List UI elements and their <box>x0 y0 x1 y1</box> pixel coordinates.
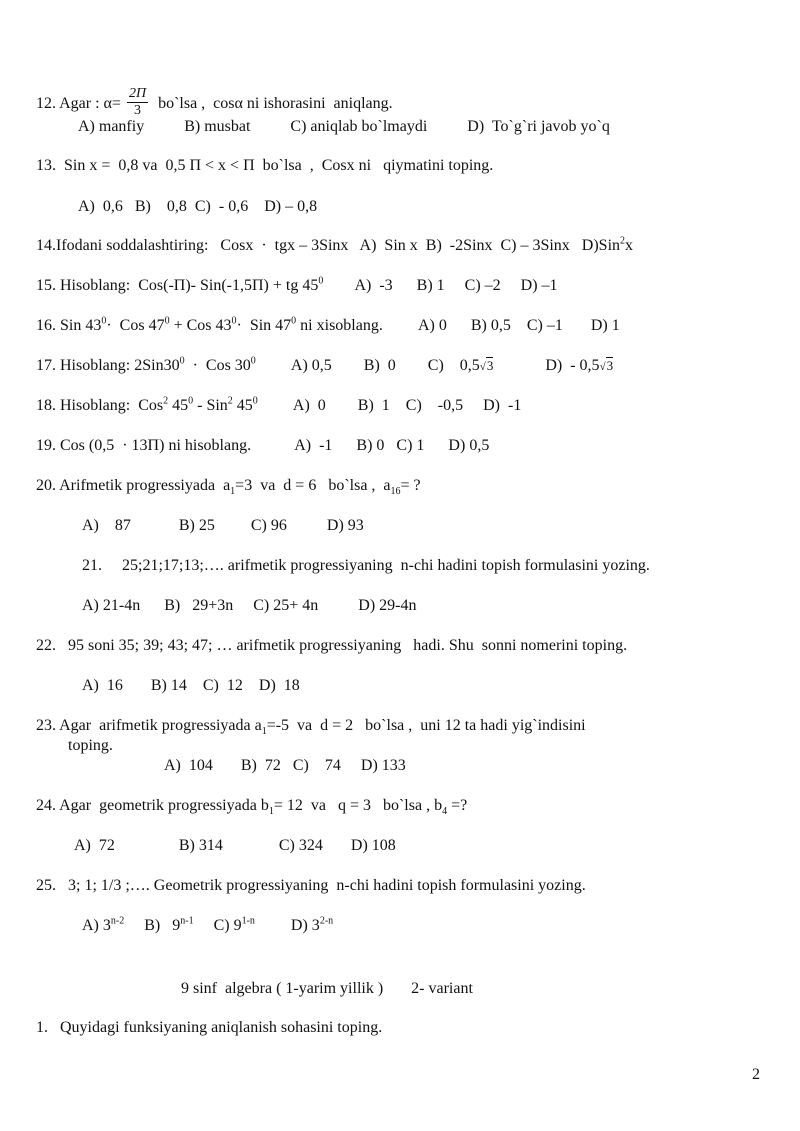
superscript: n-1 <box>180 915 194 927</box>
question-12 <box>36 88 393 121</box>
superscript: 0 <box>179 355 185 367</box>
question-13: 13. Sin x = 0,8 va 0,5 Π < x < Π bo`lsa , Cosx ni qiymatini toping. <box>36 157 494 174</box>
q25-option-c: C) 9 <box>193 917 242 934</box>
radicand: 3 <box>606 358 614 373</box>
superscript: 0 <box>250 355 256 367</box>
q20-part-b: =3 va d = 6 bo`lsa , a <box>235 477 391 494</box>
q16-part-a: 16. Sin 43 <box>36 317 102 334</box>
superscript: 0 <box>101 315 107 327</box>
question-21: 21. 25;21;17;13;…. arifmetik progressiyaning n-chi hadini topish formulasini yozing. <box>82 557 650 574</box>
radicand: 3 <box>486 358 494 373</box>
fraction-denominator: 3 <box>134 103 142 118</box>
question-20 <box>36 477 421 498</box>
q23-part-b: =-5 va d = 2 bo`lsa , uni 12 ta hadi yig`indisini <box>266 717 586 734</box>
q18-part-d: 45 <box>232 397 253 414</box>
q15-text: 15. Hisoblang: Cos(-Π)- Sin(-1,5Π) + tg 45 <box>36 277 319 294</box>
question-18 <box>36 397 521 415</box>
sqrt-symbol <box>479 358 494 373</box>
sqrt-symbol <box>599 358 614 373</box>
superscript: 2 <box>227 395 233 407</box>
q18-options: A) 0 B) 1 C) -0,5 D) -1 <box>257 397 522 414</box>
q16-options: ni xisoblang. A) 0 B) 0,5 C) –1 D) 1 <box>296 317 620 334</box>
q22-options: A) 16 B) 14 C) 12 D) 18 <box>82 677 300 694</box>
page-number: 2 <box>752 1066 760 1083</box>
q18-part-c: - Sin <box>193 397 228 414</box>
question-23 <box>36 717 586 738</box>
superscript: 0 <box>318 275 324 287</box>
question-25: 25. 3; 1; 1/3 ;…. Geometrik progressiyaning n-chi hadini topish formulasini yozing. <box>36 877 586 894</box>
superscript: 2 <box>620 235 626 247</box>
subscript: 16 <box>390 486 401 498</box>
q16-part-b: · Cos 47 <box>106 317 165 334</box>
superscript: 0 <box>252 395 258 407</box>
q17-part-a: 17. Hisoblang: 2Sin30 <box>36 357 180 374</box>
q16-part-c: + Cos 43 <box>169 317 232 334</box>
q21-options: A) 21-4n B) 29+3n C) 25+ 4n D) 29-4n <box>82 597 417 614</box>
q24-part-c: =? <box>447 797 468 814</box>
q24-part-a: 24. Agar geometrik progressiyada b <box>36 797 269 814</box>
q14-text: 14.Ifodani soddalashtiring: Cosx · tgx – 3Sinx A) Sin x B) -2Sinx C) – 3Sinx D)Sin <box>36 237 621 254</box>
q12-suffix: bo`lsa , cosα ni ishorasini aniqlang. <box>158 95 393 113</box>
question-22: 22. 95 soni 35; 39; 43; 47; … arifmetik progressiyaning hadi. Shu sonni nomerini toping. <box>36 637 628 654</box>
subscript: 1 <box>261 726 267 738</box>
q25-option-d: D) 3 <box>254 917 320 934</box>
section-title: 9 sinf algebra ( 1-yarim yillik ) 2- variant <box>181 980 473 997</box>
subscript: 4 <box>442 806 448 818</box>
question-16 <box>36 317 620 335</box>
question-1: 1. Quyidagi funksiyaning aniqlanish sohasini toping. <box>36 1019 383 1036</box>
question-15 <box>36 277 558 295</box>
subscript: 1 <box>230 486 236 498</box>
q20-options: A) 87 B) 25 C) 96 D) 93 <box>82 517 364 534</box>
superscript: n-2 <box>110 915 125 927</box>
superscript: 1-n <box>241 915 255 927</box>
q25-option-a: A) 3 <box>82 917 111 934</box>
q17-options-ac: A) 0,5 B) 0 C) 0,5 <box>255 357 480 374</box>
q12-options: A) manfiy B) musbat C) aniqlab bo`lmaydi D) To`g`ri javob yo`q <box>78 118 610 135</box>
superscript: 2 <box>163 395 169 407</box>
superscript: 0 <box>188 395 194 407</box>
q25-options <box>82 917 333 935</box>
q20-part-a: 20. Arifmetik progressiyada a <box>36 477 231 494</box>
q23-part-a: 23. Agar arifmetik progressiyada a <box>36 717 262 734</box>
q24-part-b: = 12 va q = 3 bo`lsa , b <box>273 797 443 814</box>
q16-part-d: · Sin 47 <box>236 317 292 334</box>
q23-options: A) 104 B) 72 C) 74 D) 133 <box>164 757 406 774</box>
q17-option-d: D) - 0,5 <box>493 357 600 374</box>
q13-options: A) 0,6 B) 0,8 C) - 0,6 D) – 0,8 <box>78 198 318 215</box>
question-19: 19. Cos (0,5 · 13Π) ni hisoblang. A) -1 B) 0 C) 1 D) 0,5 <box>36 437 490 454</box>
fraction-numerator: 2Π <box>128 86 147 101</box>
radical-sign: √ <box>479 361 486 373</box>
q18-part-a: 18. Hisoblang: Cos <box>36 397 164 414</box>
q15-options: A) -3 B) 1 C) –2 D) –1 <box>323 277 558 294</box>
q14-tail: x <box>625 237 634 254</box>
q20-part-c: = ? <box>400 477 421 494</box>
question-24 <box>36 797 468 818</box>
q12-prefix: 12. Agar : α= <box>36 95 121 113</box>
fraction <box>127 86 148 119</box>
superscript: 0 <box>291 315 297 327</box>
q17-part-b: · Cos 30 <box>184 357 251 374</box>
subscript: 1 <box>268 806 274 818</box>
superscript: 0 <box>231 315 237 327</box>
question-14 <box>36 237 633 255</box>
superscript: 2-n <box>319 915 334 927</box>
question-17 <box>36 357 613 376</box>
q18-part-b: 45 <box>168 397 189 414</box>
q24-options: A) 72 B) 314 C) 324 D) 108 <box>74 837 396 854</box>
q25-option-b: B) 9 <box>124 917 181 934</box>
radical-sign: √ <box>599 361 606 373</box>
q23-line2: toping. <box>68 737 113 754</box>
superscript: 0 <box>164 315 170 327</box>
